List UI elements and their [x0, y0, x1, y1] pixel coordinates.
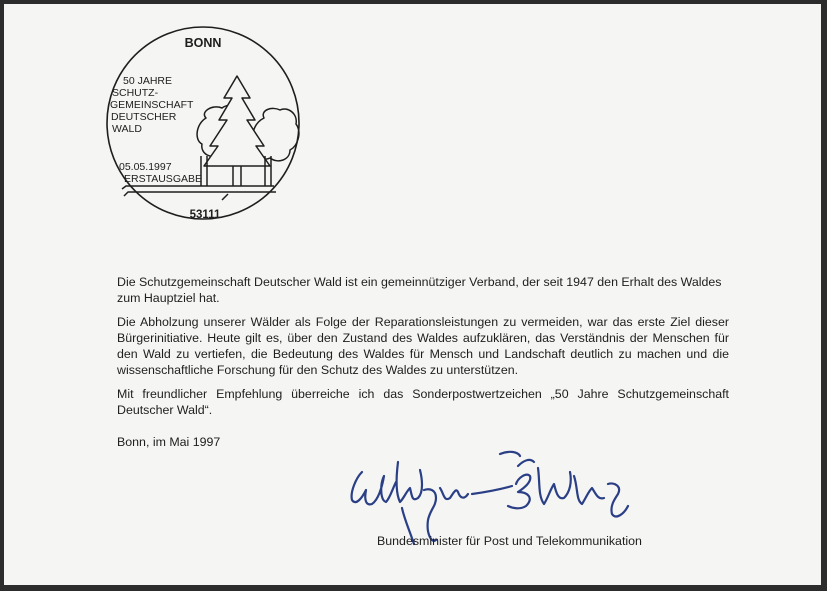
postmark-postcode: 53111: [189, 209, 221, 221]
postmark-date: 05.05.1997: [119, 161, 172, 173]
letter-paragraph-2: Die Abholzung unserer Wälder als Folge der Reparationsleistungen zu vermeiden, war das erste Ziel dieser Bürgerinitiative. Heute gilt es, über den Zustand des Waldes aufzuklären, das Verständnis der Menschen für den Wald zu vertiefen, die Bedeutung des Waldes für Mensch und Landschaft deutlich zu machen und die wissenschaftliche Forschung für den Schutz des Waldes zu unterstützen.: [117, 315, 729, 377]
postmark-line-2: SCHUTZ-: [112, 87, 159, 99]
postmark-line-4: DEUTSCHER: [111, 111, 177, 123]
first-day-postmark: [104, 26, 304, 230]
postmark-line-5: WALD: [112, 123, 142, 135]
letter-paragraph-3: Mit freundlicher Empfehlung überreiche ich das Sonderpostwertzeichen „50 Jahre Schutzgemeinschaft Deutscher Wald“.: [117, 387, 729, 417]
souvenir-card: [4, 4, 821, 585]
postmark-graphic: [104, 26, 304, 230]
postmark-line-3: GEMEINSCHAFT: [110, 99, 194, 111]
postmark-issue-label: ERSTAUSGABE: [124, 173, 202, 185]
postmark-line-1: 50 JAHRE: [123, 75, 173, 87]
signature-caption: Bundesminister für Post und Telekommunikation: [377, 534, 642, 548]
place-date: Bonn, im Mai 1997: [117, 435, 221, 449]
postmark-city: BONN: [184, 36, 222, 50]
letter-body: [117, 274, 729, 426]
letter-paragraph-1: Die Schutzgemeinschaft Deutscher Wald ist ein gemeinnütziger Verband, der seit 1947 den Erhalt des Waldes zum Hauptziel hat.: [117, 275, 722, 305]
